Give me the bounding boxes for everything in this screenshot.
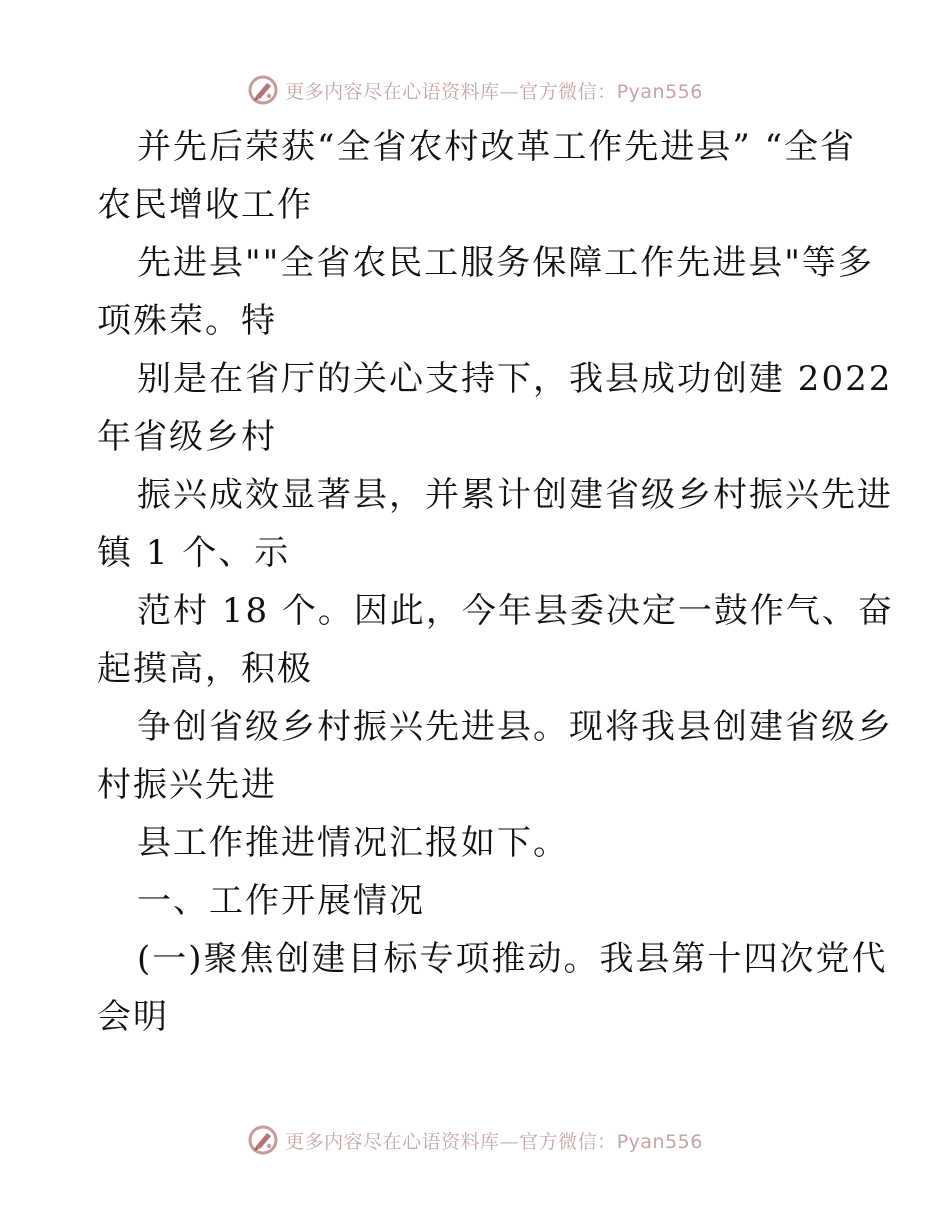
text-line: 并先后荣获“全省农村改革工作先进县” “全省	[137, 127, 856, 167]
text-line: (一)聚焦创建目标专项推动。我县第十四次党代	[137, 939, 888, 979]
text-line: 别是在省厅的关心支持下，我县成功创建 2022	[137, 359, 893, 399]
text-line: 县工作推进情况汇报如下。	[137, 823, 569, 863]
text-line: 村振兴先进	[97, 765, 277, 805]
text-line: 起摸高，积极	[97, 649, 313, 689]
watermark-text: 更多内容尽在心语资料库—官方微信：Pyan556	[285, 80, 703, 103]
seal-logo-icon	[247, 1124, 279, 1156]
text-line: 范村 18 个。因此，今年县委决定一鼓作气、奋	[137, 591, 894, 631]
section-heading: 一、工作开展情况	[137, 881, 425, 921]
text-line: 年省级乡村	[97, 417, 277, 457]
watermark-text: 更多内容尽在心语资料库—官方微信：Pyan556	[285, 1130, 703, 1153]
text-line: 先进县""全省农民工服务保障工作先进县"等多	[137, 243, 874, 283]
seal-logo-icon	[247, 74, 279, 106]
text-line: 镇 1 个、示	[97, 533, 291, 573]
header-watermark	[0, 70, 950, 110]
text-line: 农民增收工作	[97, 185, 313, 225]
text-line: 争创省级乡村振兴先进县。现将我县创建省级乡	[137, 707, 893, 747]
text-line: 振兴成效显著县，并累计创建省级乡村振兴先进	[137, 475, 893, 515]
text-line: 会明	[97, 997, 169, 1037]
footer-watermark	[0, 1120, 950, 1160]
document-body	[97, 118, 894, 1046]
text-line: 项殊荣。特	[97, 301, 277, 341]
